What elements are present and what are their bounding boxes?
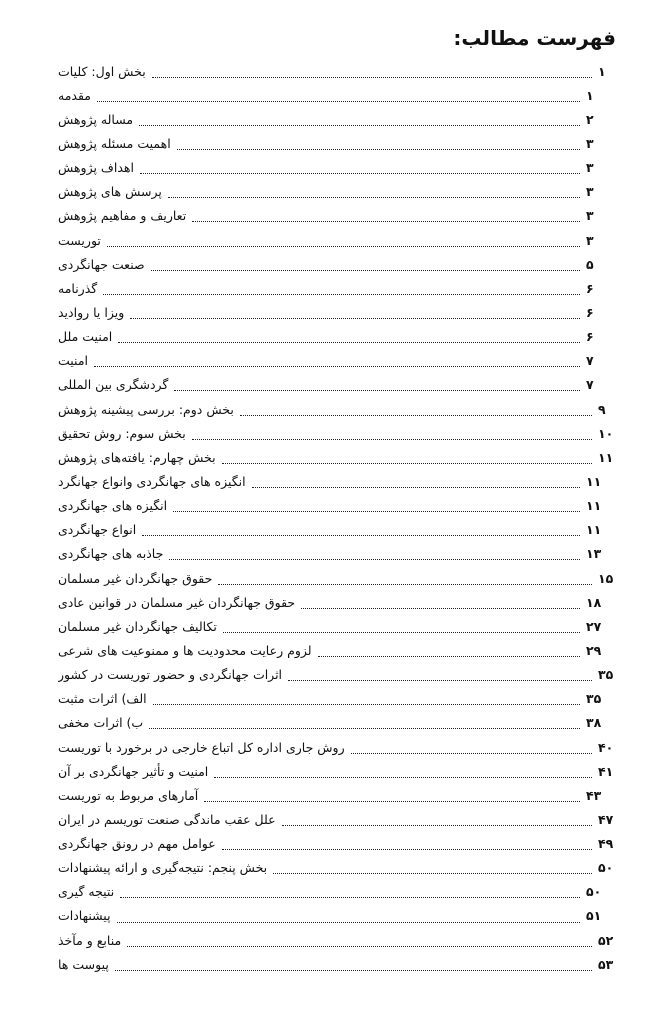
toc-entry-label: علل عقب ماندگی صنعت توریسم در ایران	[58, 811, 276, 827]
table-of-contents	[58, 59, 616, 976]
dot-leader	[218, 566, 592, 585]
toc-entry-label: امنیت و تأثیر جهانگردی بر آن	[58, 763, 209, 779]
toc-entry-label: بخش سوم: روش تحقیق	[58, 425, 186, 441]
dot-leader	[240, 397, 592, 416]
toc-entry-page-number: ۴۹	[598, 836, 614, 852]
toc-entry-label: جاذبه های جهانگردی	[58, 546, 164, 562]
dot-leader	[151, 252, 580, 271]
toc-entry-page-number: ۱۰	[598, 425, 614, 441]
dot-leader	[192, 421, 592, 440]
toc-entry	[58, 325, 616, 349]
toc-entry-page-number: ۵۳	[598, 956, 614, 972]
toc-entry	[58, 832, 616, 856]
toc-entry	[58, 156, 616, 180]
dot-leader	[222, 832, 592, 851]
toc-entry-page-number: ۵۲	[598, 932, 614, 948]
page-title: فهرست مطالب:	[453, 26, 616, 50]
toc-entry	[58, 107, 616, 131]
toc-entry-label: نتیجه گیری	[58, 884, 115, 900]
dot-leader	[97, 83, 580, 102]
toc-entry-label: انگیزه های جهانگردی	[58, 498, 168, 514]
toc-entry	[58, 542, 616, 566]
toc-entry-label: بخش دوم: بررسی پیشینه پژوهش	[58, 401, 234, 417]
toc-entry-page-number: ۲	[586, 111, 594, 127]
toc-entry	[58, 614, 616, 638]
dot-leader	[149, 711, 580, 730]
toc-entry-page-number: ۳	[586, 184, 594, 200]
toc-entry-page-number: ۱۵	[598, 570, 614, 586]
dot-leader	[130, 300, 580, 319]
dot-leader	[351, 735, 592, 754]
toc-entry-label: مساله پژوهش	[58, 111, 134, 127]
toc-entry-label: بخش چهارم: یافته‌های پژوهش	[58, 449, 216, 465]
toc-entry	[58, 735, 616, 759]
toc-entry	[58, 518, 616, 542]
toc-entry	[58, 349, 616, 373]
toc-entry	[58, 252, 616, 276]
toc-entry-label: روش جاری اداره کل اتباع خارجی در برخورد با توریست	[58, 739, 345, 755]
toc-entry-label: توریست	[58, 232, 101, 248]
toc-entry-label: بخش پنجم: نتیجه‌گیری و ارائه پیشنهادات	[58, 860, 268, 876]
toc-entry-label: منابع و مآخذ	[58, 932, 122, 948]
dot-leader	[142, 518, 580, 537]
toc-entry-label: گردشگری بین المللی	[58, 377, 169, 393]
toc-entry-label: آمارهای مربوط به توریست	[58, 787, 199, 803]
toc-entry-page-number: ۳	[586, 160, 594, 176]
toc-entry-page-number: ۷	[586, 353, 594, 369]
toc-entry-label: ویزا یا روادید	[58, 304, 125, 320]
dot-leader	[282, 807, 592, 826]
dot-leader	[252, 469, 580, 488]
dot-leader	[223, 614, 580, 633]
toc-entry-page-number: ۲۹	[586, 642, 602, 658]
toc-entry-label: انگیزه های جهانگردی وانواع جهانگرد	[58, 473, 246, 489]
toc-entry	[58, 59, 616, 83]
dot-leader	[214, 759, 592, 778]
toc-entry-page-number: ۱۱	[598, 449, 614, 465]
toc-entry	[58, 494, 616, 518]
dot-leader	[94, 349, 580, 368]
toc-entry-label: حقوق جهانگردان غیر مسلمان در قوانین عادی	[58, 594, 296, 610]
toc-entry-page-number: ۵۰	[598, 860, 614, 876]
toc-entry-label: پیوست ها	[58, 956, 109, 972]
toc-entry-label: اهمیت مسئله پژوهش	[58, 135, 171, 151]
dot-leader	[117, 904, 580, 923]
dot-leader	[139, 107, 580, 126]
toc-entry-page-number: ۳۵	[586, 691, 602, 707]
toc-entry-page-number: ۱۱	[586, 498, 602, 514]
toc-entry-page-number: ۵۱	[586, 908, 602, 924]
toc-entry-page-number: ۶	[586, 304, 594, 320]
toc-entry	[58, 566, 616, 590]
toc-entry-label: پرسش های پژوهش	[58, 184, 162, 200]
toc-entry	[58, 952, 616, 976]
dot-leader	[174, 373, 580, 392]
toc-entry-label: عوامل مهم در رونق جهانگردی	[58, 836, 216, 852]
toc-entry-page-number: ۶	[586, 329, 594, 345]
toc-entry	[58, 300, 616, 324]
toc-entry-page-number: ۷	[586, 377, 594, 393]
toc-entry-label: پیشنهادات	[58, 908, 111, 924]
toc-entry	[58, 928, 616, 952]
dot-leader	[140, 156, 580, 175]
toc-entry-label: مقدمه	[58, 87, 91, 103]
dot-leader	[168, 180, 580, 199]
toc-entry-page-number: ۶	[586, 280, 594, 296]
toc-entry-page-number: ۱	[598, 63, 606, 79]
dot-leader	[115, 952, 592, 971]
toc-entry	[58, 445, 616, 469]
toc-entry	[58, 783, 616, 807]
toc-entry	[58, 131, 616, 155]
dot-leader	[301, 590, 580, 609]
toc-entry	[58, 228, 616, 252]
toc-entry	[58, 180, 616, 204]
dot-leader	[118, 325, 580, 344]
dot-leader	[288, 663, 592, 682]
toc-entry-page-number: ۳	[586, 135, 594, 151]
toc-entry	[58, 469, 616, 493]
toc-entry-page-number: ۳	[586, 208, 594, 224]
toc-entry-label: گذرنامه	[58, 280, 98, 296]
toc-entry-page-number: ۳۵	[598, 667, 614, 683]
toc-entry-page-number: ۵	[586, 256, 594, 272]
toc-entry	[58, 880, 616, 904]
toc-entry-page-number: ۱۳	[586, 546, 602, 562]
dot-leader	[120, 880, 580, 899]
dot-leader	[173, 494, 580, 513]
toc-entry-label: امنیت ملل	[58, 329, 113, 345]
toc-entry	[58, 276, 616, 300]
toc-entry	[58, 638, 616, 662]
toc-entry-page-number: ۱۱	[586, 473, 602, 489]
toc-entry	[58, 397, 616, 421]
toc-entry-label: امنیت	[58, 353, 88, 369]
dot-leader	[177, 131, 580, 150]
toc-entry-page-number: ۴۷	[598, 811, 614, 827]
toc-entry-label: تعاریف و مفاهیم پژوهش	[58, 208, 187, 224]
toc-entry-label: بخش اول: کلیات	[58, 63, 146, 79]
toc-entry	[58, 83, 616, 107]
toc-entry-page-number: ۱	[586, 87, 594, 103]
toc-entry-label: الف) اثرات مثبت	[58, 691, 147, 707]
toc-entry	[58, 590, 616, 614]
dot-leader	[152, 59, 592, 78]
toc-entry	[58, 663, 616, 687]
dot-leader	[273, 856, 592, 875]
dot-leader	[169, 542, 580, 561]
toc-entry	[58, 687, 616, 711]
toc-entry-page-number: ۴۰	[598, 739, 614, 755]
toc-entry-label: اهداف پژوهش	[58, 160, 134, 176]
toc-entry-label: صنعت جهانگردی	[58, 256, 145, 272]
toc-entry-page-number: ۱۸	[586, 594, 602, 610]
toc-entry	[58, 904, 616, 928]
toc-entry-page-number: ۴۳	[586, 787, 602, 803]
dot-leader	[127, 928, 592, 947]
toc-entry-page-number: ۳	[586, 232, 594, 248]
toc-entry	[58, 711, 616, 735]
dot-leader	[107, 228, 580, 247]
toc-entry	[58, 856, 616, 880]
toc-entry	[58, 759, 616, 783]
toc-entry	[58, 373, 616, 397]
toc-entry-page-number: ۹	[598, 401, 606, 417]
dot-leader	[192, 204, 580, 223]
dot-leader	[222, 445, 592, 464]
toc-entry-label: اثرات جهانگردی و حضور توریست در کشور	[58, 667, 283, 683]
dot-leader	[318, 638, 580, 657]
toc-entry-label: انواع جهانگردی	[58, 522, 137, 538]
toc-entry-label: لزوم رعایت محدودیت ها و ممنوعیت های شرعی	[58, 642, 312, 658]
toc-entry-page-number: ۵۰	[586, 884, 602, 900]
toc-entry	[58, 807, 616, 831]
dot-leader	[153, 687, 580, 706]
toc-entry-page-number: ۴۱	[598, 763, 614, 779]
toc-entry-page-number: ۱۱	[586, 522, 602, 538]
dot-leader	[103, 276, 580, 295]
toc-entry-page-number: ۲۷	[586, 618, 602, 634]
toc-entry	[58, 421, 616, 445]
toc-entry	[58, 204, 616, 228]
toc-entry-label: تکالیف جهانگردان غیر مسلمان	[58, 618, 217, 634]
toc-entry-label: حقوق جهانگردان غیر مسلمان	[58, 570, 213, 586]
toc-entry-page-number: ۳۸	[586, 715, 602, 731]
dot-leader	[204, 783, 580, 802]
toc-entry-label: ب) اثرات مخفی	[58, 715, 144, 731]
